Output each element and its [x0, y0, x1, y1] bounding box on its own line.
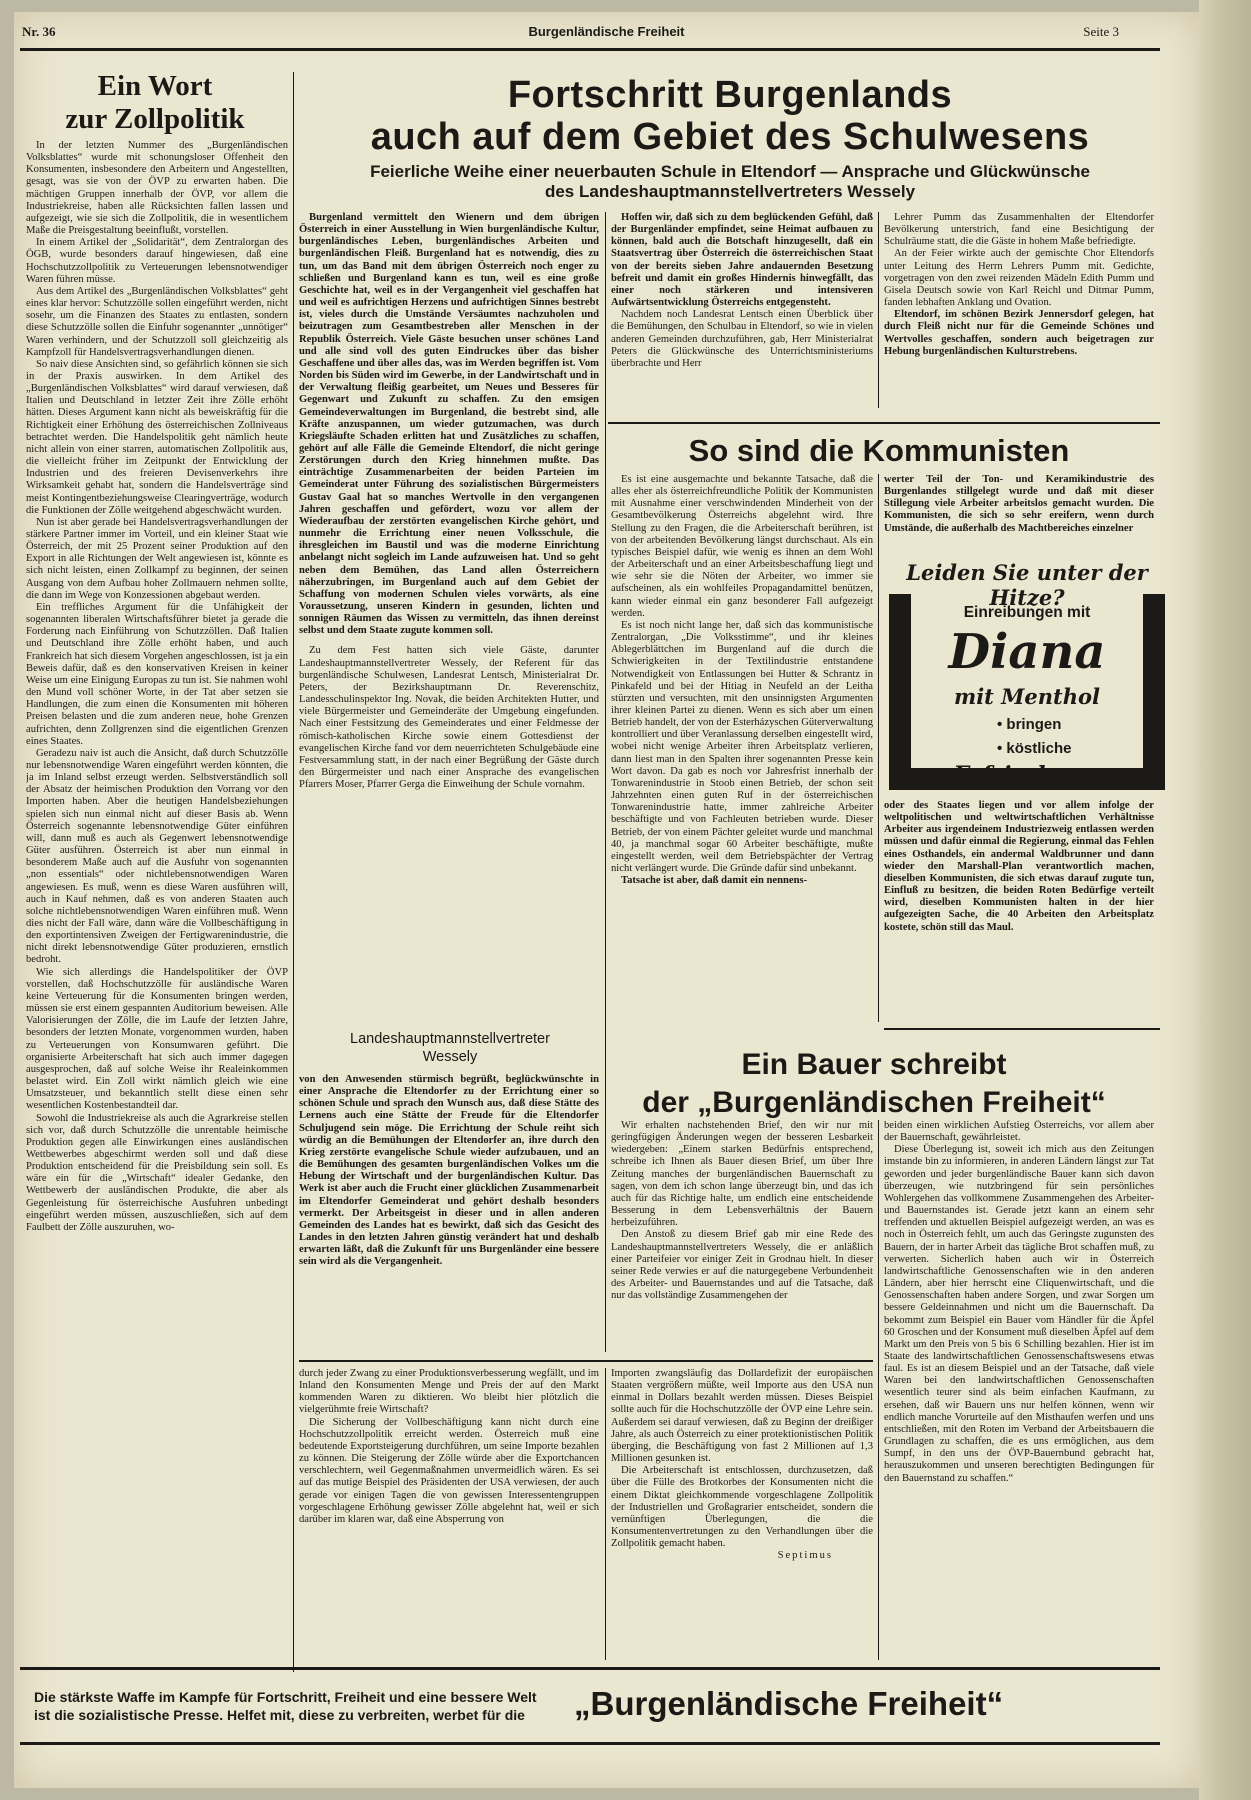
left-headline-line1: Ein Wort [97, 70, 213, 102]
bauer-col1 [611, 1120, 873, 1352]
diana-advertisement [877, 560, 1177, 790]
main-paragraph: Eltendorf, im schönen Bezirk Jennersdorf gelegen, hat durch Fleiß nicht nur für die Gemeinde Schönes und Wertvolles geschaffen, sondern auch beigetragen zur Hebung burgenländischen Kulturstrebens. [884, 309, 1154, 357]
left-paragraph: So naiv diese Ansichten sind, so gefährlich können sie sich in der Praxis auswirken. In dem Artikel des „Burgenländischen Volksblattes“ wird darauf verwiesen, daß Italien und Deutschland in letzter Zeit ihre Zölle erhöht hätten. Dieses Argument kann nicht als beweiskräftig für die Richtigkeit einer Erhöhung des österreichischen Zollniveaus betrachtet werden. Die Handelspolitik geht nämlich heute nicht allein von einer starren, automatischen Zollpolitik aus, die vielleicht früher im Zeitpunkt der Entwicklung der Industrien und des freieren Devisenverkehrs ihre Wirksamkeit gehabt hat, sondern die Handelsverträge sind meist Kontingentbeziehungsweise Clearingverträge, wodurch die Funktionen der Zölle weitgehend abgeschwächt wurden. [26, 358, 288, 516]
main-subheadline-line1: Feierliche Weihe einer neuerbauten Schule in Eltendorf — Ansprache und Glückwünsche [370, 162, 1090, 181]
bauer-paragraph: Diese Überlegung ist, soweit ich mich aus den Zeitungen imstande bin zu informieren, in anderen Ländern längst zur Tat geworden und jeder burgenländische Bauer kann sich davon überzeugen, wie nutzbringend für sein persönliches Wohlergehen das vollkommene Zusammengehen des Arbeiter- und Bauernstandes ist. Gerade jetzt kann an einem sehr treffenden und aktuellen Beispiel aufgezeigt werden, an was es noch in Österreich fehlt, um auch das Geringste zugunsten des Bauern, der in harter Arbeit das tägliche Brot schaffen muß, zu verwerten. Sicherlich haben auch wir in Österreich landwirtschaftliche Genossenschaften wie in den anderen Ländern, aber hier herrscht eine Cliquenwirtschaft, und die Genossenschaften haben andere Sorgen, und zwar Sorgen um bessere Geldeinnahmen und nicht um die Bauernschaft. Da bekommt zum Beispiel ein Bauer vom Händler für die Äpfel 60 Groschen und der Konsument muß dieselben Äpfel auf dem Markt um den Preis von 5 bis 6 Schilling bezahlen. Hier ist im Staate des landwirtschaftlichen Genossenschaftswesens etwas faul. Es ist an diesem Beispiel und an der Tatsache, daß viele Waren bei den landwirtschaftlichen Genossenschaften wesentlich teurer sind als beim einfachen Kaufmann, zu ersehen, daß wir Bauern uns nur helfen können, wenn wir endlich manche Vorurteile auf den Misthaufen werfen und uns entschließen, mit den Roten im Verband der Arbeitsbauern die Grundlagen zu schaffen, die es uns ermöglichen, aus dem Sumpf, in den uns der ÖVP-Bauernbund gebracht hat, herauszukommen und unseren berechtigten Bedingungen für den Bauernstand zu schaffen.“ [884, 1144, 1154, 1484]
footer-rule-bottom [20, 1742, 1160, 1745]
main-paragraph: An der Feier wirkte auch der gemischte Chor Eltendorfs unter Leitung des Herrn Lehrers Pumm mit. Gedichte, vorgetragen von den zwei reizenden Mädeln Edith Pumm und Gisela Deutsch sowie von Karl Reichl und Ditmar Pumm, fanden lebhaften Anklang und Ovation. [884, 248, 1154, 309]
left-paragraph: In der letzten Nummer des „Burgenländischen Volksblattes“ wurde mit schonungsloser Offenheit den Konsumenten, insbesondere den Arbeitern und Angestellten, gesagt, was sie von der ÖVP zu erwarten haben. Die mächtigen Gruppen innerhalb der ÖVP, vor allem die Industriekreise, haben alle Rücksichten fallen lassen und aufgezeigt, wie sie sich die Zollpolitik, die in wesentlichem Maße die Preisgestaltung beeinflußt, vorstellen. [26, 140, 288, 237]
footer-slogan-line1: Die stärkste Waffe im Kampfe für Fortschritt, Freiheit und eine bessere Welt [34, 1689, 537, 1705]
komm-paragraph: werter Teil der Ton- und Keramikindustrie des Burgenlandes stillgelegt wurde und daß mit dieser Stillegung viele Arbeiter arbeitslos gemacht wurden. Die Kommunisten, die sich so sehr ereifern, wenn durch Umstände, die außerhalb des Machtbereiches einzelner [884, 474, 1154, 534]
footer-rule-top [20, 1667, 1160, 1670]
left-paragraph: Nun ist aber gerade bei Handelsvertragsverhandlungen der stärkere Partner immer im Vorteil, und ein kleiner Staat wie Österreich, der mit 25 Prozent seiner Produktion auf den Export in alle Richtungen der Welt angewiesen ist, könnte es sich nicht leisten, einen Zollkampf zu beginnen, der seinen Ausgang von dem Aufbau hoher Zollmauern nehmen sollte, die dann im Wege von Konzessionen abgebaut werden. [26, 516, 288, 601]
komm-paragraph: Tatsache ist aber, daß damit ein nennens- [621, 875, 808, 887]
main-subheadline [300, 162, 1160, 202]
column-rule [605, 1368, 606, 1660]
main-headline-line2: auch auf dem Gebiet des Schulwesens [370, 116, 1090, 158]
ad-subline: Einreibungen mit [963, 604, 1091, 621]
newspaper-page [14, 12, 1199, 1788]
komm-col1 [611, 474, 873, 1022]
main-headline-line1: Fortschritt Burgenlands [507, 74, 953, 116]
left-paragraph: Aus dem Artikel des „Burgenländischen Volksblattes“ geht eines klar hervor: Schutzzölle sollen eingeführt werden, nicht sosehr, um die Finanzen des Staates zu entlasten, sondern diese Schutzzölle sollen die Einfuhr sogenannter „unnötiger“ Waren verhindern, und der Schutzzoll soll gleichzeitig als Kampfzoll für Handelsvertragsverhandlungen dienen. [26, 285, 288, 358]
bauer-col2 [884, 1120, 1154, 1658]
ad-brand: Diana [948, 624, 1106, 680]
left-paragraph: Ein treffliches Argument für die Unfähigkeit der sogenannten liberalen Wirtschaftsführer bietet ja gerade die Forderung nach Einführung von Schutzzöllen. Daß Italien und Deutschland ihre Zölle erhöht haben, und auch Frankreich hat sich diesem Vorgehen angeschlossen, ist ja ein Beweis dafür, daß es den konservativen Kreisen in keiner Weise um eine Einigung Europas zu tun ist. Sie nahmen wohl den Mund voll schöner Worte, in der Tat aber setzen sie Handlungen, die zum einen die Konsumenten mit höheren Preisen belasten und die zum anderen neue, hohe Grenzen aufrichten, denn Zollgrenzen sind die eigentlichen Grenzen eines Staates. [26, 601, 288, 747]
komm-paragraph: oder des Staates liegen und vor allem infolge der weltpolitischen und weltwirtschaftlichen Verhältnisse Arbeiter aus irgendeinem Industriezweig entlassen werden müssen und dafür einmal die Regierung, einmal das Fehlen eines Osthandels, ein andermal Waldbrunner und dann wieder den Marshall-Plan verantwortlich machen, dieselben Kommunisten, die sich etwas darauf zugute tun, Einfluß zu besitzen, die beiden Roten Bedürfige verteilt wird, dieselben Kommunisten halten in der hier aufgezeigten Sache, die 40 Arbeiten den Arbeitsplatz kostete, schön still das Maul. [884, 800, 1154, 933]
bauer-paragraph: beiden einen wirklichen Aufstieg Österreichs, vor allem aber der Bauernschaft, gewährleistet. [884, 1120, 1154, 1144]
section-rule [299, 1360, 873, 1362]
zoll-author: Septimus [777, 1550, 833, 1562]
bauer-paragraph: Den Anstoß zu diesem Brief gab mir eine Rede des Landeshauptmannstellvertreters Wessely, die er anläßlich einer Parteifeier vor einiger Zeit in Grodnau hielt. In dieser seiner Rede verwies er auf die naturgegebene Verbundenheit des Arbeiter- und Bauernstandes und auf die Tatsache, daß nur das vollständige Zusammengehen der [611, 1229, 873, 1302]
main-article-col1b [299, 1074, 599, 1354]
zoll-continuation-col2 [611, 1368, 873, 1660]
subheading-wessely-line1: Landeshauptmannstellvertreter [350, 1031, 550, 1047]
footer-paper-name: „Burgenländische Freiheit“ [574, 1685, 1004, 1722]
main-lead-paragraph: Burgenland vermittelt den Wienern und dem übrigen Österreich in einer Ausstellung in Wien burgenländische Kultur, burgenländisches Leben, burgenländisches Arbeiten und burgenländischen Fleiß. Burgenland hat es notwendig, dies zu tun, um das Band mit dem übrigen Österreich noch enger zu schließen und Burgenland kann es tun, weil es eine große Geschichte hat, weil es in der Vergangenheit viel geschaffen hat und weil es aufrichtigen Herzens und aufrichtigen Sinnes bestrebt ist, vieles durch die Umstände Versäumtes nachzuholen und beizutragen zum Gesamtbestreben aller Menschen in der Republik Österreich. Viele Gäste besuchen unser schönes Land und alle sind voll des guten Eindruckes über das bisher Geschaffene und über alles das, was im Werden begriffen ist. Vom Norden bis Süden wird im Gewerbe, in der Landwirtschaft und in der Verwaltung fleißig gearbeitet, um Neues und Besseres für Gegenwart und Zukunft zu schaffen. Zu den emsigen Gemeindeverwaltungen im Burgenland, die bestrebt sind, alle Kräfte anzuspannen, um wieder gutzumachen, was durch Kriegsläufte Schaden erlitten hat und Zusätzliches zu schaffen, gehört auf alle Fälle die Gemeinde Eltendorf, die nicht geringe Zerstörungen durch den Krieg hinnehmen mußte. Das einträchtige Zusammenarbeiten der beiden Parteien im Gemeinderat unter Führung des sozialistischen Bürgermeisters Gustav Gaal hat so manches Wertvolle in den vergangenen Jahren geschaffen und gefördert, wozu vor allem der Wiederaufbau der zerstörten evangelischen Kirche gehört, und nunmehr die Errichtung einer neuen Volksschule, die ihresgleichen im Baustil und was die moderne Einrichtung anbelangt nicht sogleich im Lande aufzuweisen hat. Und so geht neben dem Bemühen, das Land allen Österreichern näherzubringen, im Burgenland auch auf dem Gebiet der Schaffung von modernen Schulen vieles vorwärts, als eine Voraussetzung, unseren Kindern in gesunden, lichten und sonnigen Räumen das Wissen zu vermitteln, das ihnen dereinst selbst und dem Staate zugute kommen soll. [299, 212, 599, 637]
bauer-headline-line1: Ein Bauer schreibt [741, 1048, 1007, 1081]
left-paragraph: Sowohl die Industriekreise als auch die Agrarkreise stellen sich vor, daß durch Schutzzölle die unrentable heimische Produktion gegen alle Einwirkungen eines ausländischen Wettbewerbes abgeschirmt werden soll und daß diese Produktion entscheidend für die Preisbildung sein soll. Es wäre ein für die „Wirtschaft“ idealer Gedanke, den Wettbewerb der ausländischen Produkte, die aber als Gegenleistung für österreichische Ausfuhren unbedingt eingeführt werden müssen, auszuschließen, sich auf dem Faulbett der Zölle auszuruhen, wo- [26, 1112, 288, 1233]
main-paragraph: Lehrer Pumm das Zusammenhalten der Eltendorfer Bevölkerung unterstrich, fand eine Besichtigung der Schulräume statt, die die Gäste in hohem Maße befriedigte. [884, 212, 1154, 248]
column-rule [293, 72, 294, 1672]
left-headline-line2: zur Zollpolitik [65, 103, 245, 135]
ad-menthol: mit Menthol [953, 684, 1101, 709]
issue-number: Nr. 36 [22, 24, 56, 39]
ad-bullet: • köstliche [997, 740, 1072, 757]
zoll-paragraph: Die Arbeiterschaft ist entschlossen, durchzusetzen, daß über die Fülle des Brotkorbes der Konsumenten nicht die einem Diktat gleichkommende vorgeschlagene Zollpolitik der Industriellen und Großagrarier entscheidet, sondern die vernünftigen Überlegungen, die die Konsumentenvertretungen zu den Verhandlungen über die Zollpolitik gemacht haben. [611, 1465, 873, 1550]
subheading-wessely-line2: Wessely [422, 1049, 478, 1065]
bauer-headline-line2: der „Burgenländischen Freiheit“ [642, 1086, 1106, 1119]
komm-col2-top [884, 474, 1154, 552]
section-rule [884, 1028, 1160, 1030]
left-paragraph: Geradezu naiv ist auch die Ansicht, daß durch Schutzzölle nur lebensnotwendige Waren eingeführt werden könnten, die ja im Inland selbst erzeugt werden. Selbstverständlich soll der Absatz der heimischen Produktion den Vorrang vor den Importen haben. Aber die heutigen Handelsbeziehungen spielen sich nun einmal nicht auf dieser Basis ab. Wenn Österreich sogenannte lebensnotwendige Güter einführen will, dann muß es auch als Gegenwert lebensnotwendige Güter ausführen. Österreich ist aber nun einmal in besonderem Maße auch auf die Ausfuhr von sogenannten „non essentials“ oder nichtlebensnotwendigen Waren angewiesen. Es muß, wenn es diese Waren ausführen will, auch in Kauf nehmen, daß es von anderen Staaten auch solche nichtlebensnotwendigen Waren einführen muß. Wenn dies nicht der Fall wäre, dann wäre die Vollbeschäftigung in den exportintensiven Zweigen der Fertigwarenindustrie, die nicht direkt lebensnotwendige Güter produzieren, ernstlich bedroht. [26, 747, 288, 966]
page-edge [1199, 0, 1251, 1800]
column-rule [878, 212, 879, 408]
left-headline [30, 70, 280, 136]
komm-headline: So sind die Kommunisten [688, 433, 1070, 468]
header-rule [20, 48, 1160, 51]
subheading-wessely [300, 1030, 600, 1066]
footer-slogan-line2: ist die sozialistische Presse. Helfet mit, diese zu verbreiten, werbet für die [34, 1707, 525, 1723]
komm-col2-bottom [884, 800, 1154, 1022]
zoll-paragraph: Importen zwangsläufig das Dollardefizit der europäischen Staaten vergrößern müßte, weil Importe aus den USA nun einmal in Dollars bezahlt werden müssen. Dieses Beispiel sollte auch für die Hochschutzzölle der ÖVP eine Lehre sein. Außerdem sei darauf verwiesen, daß zu Beginn der dreißiger Jahre, als auch Österreich zu einer protektionistischen Politik überging, die Beschäftigung von fast 2 Millionen auf 1,3 Millionen gesunken ist. [611, 1368, 873, 1465]
ad-closing: Erfrischung [953, 762, 1101, 788]
main-article-col2 [611, 212, 873, 407]
section-rule [608, 422, 1160, 424]
zoll-paragraph: Die Sicherung der Vollbeschäftigung kann nicht durch eine Hochschutzzollpolitik erreicht werden. Österreich muß eine bedeutende Exportsteigerung durchführen, um seine Importe bezahlen zu können. Die Steigerung der Zölle würde aber die Exportchancen verschlechtern, weil Gegenmaßnahmen unvermeidlich wären. Es sei auf das mutige Beispiel des Präsidenten der USA verwiesen, der auch gerade vor einigen Tagen die von gewissen Interessentengruppen vorgeschlagene Erhöhung gewisser Zölle abgelehnt hat, weil er sich darüber im klaren war, daß eine Absperrung von [299, 1416, 599, 1525]
main-paragraph: Zu dem Fest hatten sich viele Gäste, darunter Landeshauptmannstellvertreter Wessely, der Referent für das burgenländische Schulwesen, Landesrat Lentsch, Ministerialrat Dr. Peters, der Bezirkshauptmann Dr. Reverenschitz, Landesschulinspektor Ing. Novak, die beiden Architekten Hutter, und viele Bürgermeister und Gemeinderäte der Umgebung eingefunden. Nach einer Festsitzung des Gemeinderates und einer Feldmesse der römisch-katholischen Kirche sowie einem Gottesdienst der evangelischen Kirche fand vor dem neuerrichteten Schulgebäude eine Festversammlung statt, in der nach einer Begrüßung der Gäste durch den Bürgermeister und nach einer Ansprache des evangelischen Pfarrers Moser, Pfarrer Gerga die Einweihung der Schule vornahm. [299, 645, 599, 791]
column-rule [605, 212, 606, 1352]
ad-bullet: • bringen [997, 716, 1062, 733]
main-paragraph: Nachdem noch Landesrat Lentsch einen Überblick über die Bemühungen, den Schulbau in Eltendorf, so wie in vielen anderen Gemeinden durchzuführen, gab, Herr Ministerialrat Peters die Glückwünsche des Unterrichtsministeriums überbrachte und Herr [611, 309, 873, 369]
zoll-continuation-col1 [299, 1368, 599, 1660]
footer-slogan [34, 1688, 537, 1724]
main-headline [300, 74, 1160, 158]
column-rule [878, 1120, 879, 1660]
ad-headline: Leiden Sie unter der Hitze? [906, 560, 1148, 610]
komm-paragraph: Es ist noch nicht lange her, daß sich das kommunistische Zentralorgan, „Die Volksstimme“, und ihr kleines Ablegerblättchen im Burgenland auf die durch die Schwierigkeiten in der Textilindustrie entstandene Notwendigkeit von Entlassungen bei Hutter & Schrantz in Pinkafeld und bei der Hitiag in Neufeld an der Leitha stürzten und versuchten, mit den unsinnigsten Argumenten ihrer kleinen Partei zu dienen. Wenn es sich aber um einen Betrieb handelt, der von der Esterházyschen Güterverwaltung kontrolliert und über Veranlassung derselben eingestellt wird, wobei nicht wenige Arbeiter ihren Arbeitsplatz verlieren, dann liest man in den Spalten ihrer sogenannten Presse kein Wort davon. Da gab es noch vor Jahresfrist innerhalb der Tonwarenindustrie in Stoob einen Betrieb, der schon seit Jahrzehnten einen guten Ruf in der österreichischen Tonwarenindustrie hatte, immer zahlreiche Arbeiter beschäftigte und von Fachleuten betrieben wurde. Dieser Betrieb, der von einem Pächter geleitet wurde und manchmal 40, ja manchmal sogar 60 Arbeiter beschäftigte, mußte eingestellt werden, weil dem Betriebspächter der Vertrag nicht verlängert wurde. Die Gründe dafür sind unbekannt. [611, 619, 873, 874]
main-paragraph: Hoffen wir, daß sich zu dem beglückenden Gefühl, daß der Burgenländer empfindet, seine Heimat aufbauen zu können, bald auch die Botschaft hinzugesellt, daß ein Staatsvertrag über Österreich die österreichischen Staat von der bereits sieben Jahre andauernden Besetzung befreit und damit ein großes Hindernis hinwegfällt, das einer noch stärkeren und intensiveren Aufwärtsentwicklung Österreichs entgegensteht. [611, 212, 873, 309]
bauer-headline [614, 1046, 1134, 1122]
left-paragraph: In einem Artikel der „Solidarität“, dem Zentralorgan des ÖGB, wurde besonders darauf hingewiesen, daß eine Hochschutzzollpolitik zu Verteuerungen lebensnotwendiger Waren führen müsse. [26, 237, 288, 285]
page-header [14, 22, 1199, 46]
page-number: Seite 3 [1083, 24, 1119, 39]
main-subheadline-line2: des Landeshauptmannstellvertreters Wessely [544, 182, 916, 201]
main-article-col1 [299, 212, 599, 1022]
left-article-body [26, 140, 288, 1580]
komm-paragraph: Es ist eine ausgemachte und bekannte Tatsache, daß die alles eher als österreichfreundliche Politik der Kommunisten mit Ausnahme einer verschwindenden Minderheit von der Gesamtbevölkerung Österreichs abgelehnt wird. Ihre Stellung zu den Fragen, die die Arbeiterschaft berühren, ist von der arbeitenden Bevölkerung längst durchschaut. Als ein typisches Beispiel dafür, wie wenig es ihnen an dem Wohl der Arbeiterschaft und an einer Arbeitsbeschaffung liegt und wie sehr sie die Nöten der Arbeiter, wo immer sie aufscheinen, als ein wohlfeiles Propagandamittel benützen, kann wieder einmal ein ganz besonderer Fall aufgezeigt werden. [611, 474, 873, 619]
main-article-col3 [884, 212, 1154, 407]
bauer-paragraph: Wir erhalten nachstehenden Brief, den wir nur mit geringfügigen Änderungen wegen der besseren Lesbarkeit wiedergeben: „Einem starken Bedürfnis entsprechend, schreibe ich Ihnen als Bauer diesen Brief, um über Ihre Zeitung manches der burgenländischen Bauernschaft zu sagen, von dem ich schon lange überzeugt bin, und das ich auch für das Richtige halte, um endlich eine entscheidende Besserung in dem Lebensverhältnis der Bauern herbeizuführen. [611, 1120, 873, 1229]
left-paragraph: Wie sich allerdings die Handelspolitiker der ÖVP vorstellen, daß Hochschutzzölle für ausländische Waren keine Verteuerung für die Konsumenten bringen werden, müssen sie erst einem gespannten Auditorium beweisen. Alle Valorisierungen der Zölle, die im Laufe der letzten Jahre, besonders der letzten Monate, vorgenommen wurden, haben zu Verteuerungen von Konsumwaren geführt. Die organisierte Arbeiterschaft hat sich auch immer dagegen ausgesprochen, daß auf solche Weise ihr Realeinkommen belastet wird. Ein Zoll wirkt nämlich gleich wie eine Umsatzsteuer, und bekanntlich stellt diese einen sehr wesentlichen Kostenbestandteil dar. [26, 966, 288, 1112]
masthead-name: Burgenländische Freiheit [528, 24, 685, 39]
zoll-paragraph: durch jeder Zwang zu einer Produktionsverbesserung wegfällt, und im Inland den Konsumenten Menge und Preis der auf den Markt kommenden Waren zu diktieren. Wo bleibt hier plötzlich die vielgerühmte freie Wirtschaft? [299, 1368, 599, 1416]
wessely-paragraph: von den Anwesenden stürmisch begrüßt, beglückwünschte in einer Ansprache die Eltendorfer zu der Errichtung einer so schönen Schule und sprach den Wunsch aus, daß diese Stätte des Lernens auch eine Stätte der Freude für die Eltendorfer Schuljugend sein möge. Die Errichtung der Schule reiht sich würdig an die Bemühungen der Eltendorfer an, ihre durch den Krieg zerstörte evangelische Schule wieder aufzubauen, und an die Bemühungen des gesamten burgenländischen Volkes um die Hebung der Wirtschaft und der burgenländischen Kultur. Das Werk ist aber auch die Frucht einer glücklichen Zusammenarbeit im Eltendorfer Gemeinderat und gehört deshalb besonders vermerkt. Der Arbeitsgeist in dieser und in allen anderen Gemeinden des Landes hat es bewirkt, daß sich das Gesicht des Landes in den letzten Jahren günstig verändert hat und deshalb erwarten läßt, daß die Zukunft für uns Burgenländer eine bessere sein wird als die Vergangenheit. [299, 1074, 599, 1268]
